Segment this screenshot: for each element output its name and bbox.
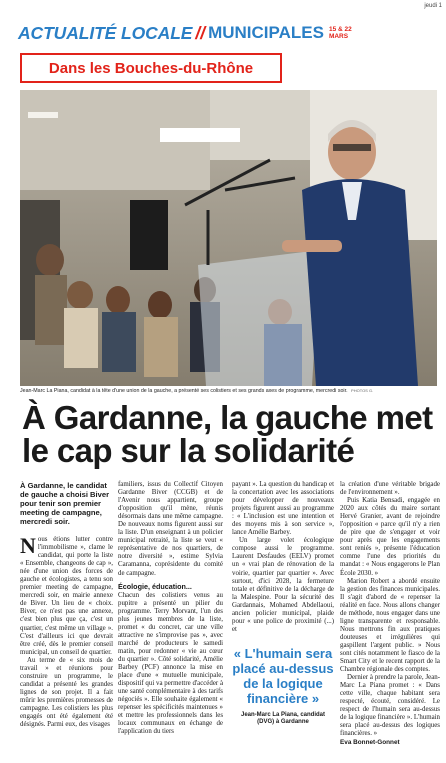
photo-credit: PHOTOS G. [351, 388, 374, 393]
section-separator: // [195, 22, 206, 43]
region-kicker-label: Dans les Bouches-du-Rhône [48, 59, 254, 77]
article-paragraph: Un large volet écologique compose aussi le programme. Laurent Desfaudes (EELV) promet un « vrai plan de rénovation de la voirie, quartier par quartier ». Avec surtout, d'ici 2028, la fermeture totale et définitive de la décharge de la Malespine. Pour la sécurité des Gardannais, Mohamed Abdellaoui, ancien policier municipal, plaide pour « une police de proximité (...) et [232, 537, 334, 633]
section-header [18, 22, 352, 44]
article-paragraph: payant ». La question du handicap et la concertation avec les associations pour développer de nouveaux projets figurent aussi au programme : « L'inclusion est une intention et des moyens mis à son service », lance Amélie Barbey. [232, 481, 334, 537]
article-column-4 [340, 481, 440, 747]
pull-quote-text: « L'humain sera placé au-dessus de la logique financière » [232, 645, 334, 706]
pull-quote-attribution: Jean-Marc La Piana, candidat (DVG) à Gardanne [240, 711, 326, 725]
article-paragraph: Marion Robert a abordé ensuite la gestion des finances municipales. Il s'agit d'abord de « repenser la réalité en face. Nous allons changer de méthode, nous engager dans une ligne transparente et responsable. Nous mettrons fin aux pratiques douteuses et irrégulières qui gaspillent l'argent public. » Nous sont cités notamment le fiasco de la Smart City et le recent rapport de la Chambre régionale des comptes. [340, 577, 440, 674]
page-date: jeudi 1 [424, 3, 442, 9]
article-photo [20, 90, 437, 386]
article-column-2 [118, 481, 223, 736]
article-paragraph: Puis Katia Bensadi, engagée en 2020 aux côtés du maire sortant Hervé Granier, avant de rejoindre l'opposition « parce qu'il n'y a rien de pire que de s'engager et voir pour après que les engagements sont reniés », présente l'éducation comme l'une des priorités du mandat : « Nous engagerons le Plan École 2030. » [340, 497, 440, 577]
election-dates-days: 15 & 22 [328, 25, 352, 33]
article-lede: À Gardanne, le candidat de gauche a choisi Biver pour tenir son premier meeting de campagne, mercredi soir. [20, 481, 110, 526]
election-dates-month: MARS [328, 33, 349, 40]
subsection-title: MUNICIPALES [208, 23, 324, 42]
drop-cap: N [20, 533, 36, 558]
election-dates [329, 26, 352, 41]
article-paragraph [20, 533, 113, 657]
article-paragraph: familiers, issus du Collectif Citoyen Gardanne Biver (CCGB) et de l'Avenir nous appartient, groupe d'opposition qu'il mène, réunis désormais dans une même campagne. De nouveaux noms figurent aussi sur la liste. D'un enseignant à un policier municipal retraité, la liste se veut « représentative de nos quartiers, de notre diversité », estime Sylvia Caramanna, coprésidente du comité de campagne. [118, 481, 223, 577]
article-column-1 [20, 481, 113, 729]
article-headline: À Gardanne, la gauche met le cap sur la solidarité [22, 399, 433, 469]
article-paragraph: la création d'une véritable brigade de l'environnement ». [340, 481, 440, 497]
page-top-strip [0, 0, 446, 14]
article-subhead: Écologie, éducation... [118, 581, 192, 591]
article-paragraph: Dernier à prendre la parole, Jean-Marc La Piana promet : « Dans cette ville, chaque habitant sera respecté, écouté, considéré. Le respect de l'humain sera au-dessus de la logique financière ». L'humain sera placé au-dessus des logiques financières. » [340, 674, 440, 738]
paragraph-text: ous étions lutter contre l'immobilisme », clame le candidat, qui porte la liste « Ensemble, changeons de cap », née d'une union des forces de gauche et écologistes, a tenu son premier meeting de campagne, mercredi soir, en mairie annexe de Biver. Un lieu de « choix. Biver, ce n'est pas une annexe, c'est bien plus que ça, c'est un quartier, c'est même un village ». C'est d'ailleurs ici que devrait être créé, dès le premier conseil municipal, un conseil de quartier. [20, 536, 113, 656]
article-column-3 [232, 481, 334, 736]
photo-caption [20, 388, 437, 394]
region-kicker [20, 53, 282, 83]
pull-quote [232, 646, 334, 726]
photo-caption-text: Jean-Marc La Piana, candidat à la tête d'une union de la gauche, a présenté ses colistiers et ses grands axes de programme, mercredi soir. [20, 388, 348, 394]
author-signature: Eva Bonnet-Gonnet [340, 738, 400, 746]
meeting-photo-illustration [20, 90, 437, 386]
article-paragraph: Chacun des colistiers venus au pupitre a présenté un pilier du programme. Terry Morvant, l'un des plus jeunes membres de la liste, promet « du concret, car une ville attractive ne s'improvise pas », avec marché de producteurs le samedi matin, pour redonner « vie au cœur du quartier ». Côté solidarité, Amélie Barbey (PCF) annonce la mise en place d'une « mutuelle municipale, dispositif qui va permettre d'accéder à une santé complémentaire à des tarifs négociés ». Elle souhaite également « repenser les spécificités maintenues » et mettre les professionnels dans les locaux communaux en échange de l'application du tiers [118, 591, 223, 736]
article-paragraph: Au terme de « six mois de travail » et réunions pour construire un programme, le candidat a présenté les grandes lignes de son projet. Il a fait mûrir les premières promesses de campagne. Les colistiers les plus engagés ont été également été désignés. Parmi eux, des visages [20, 656, 113, 729]
section-title: ACTUALITÉ LOCALE [18, 22, 193, 43]
